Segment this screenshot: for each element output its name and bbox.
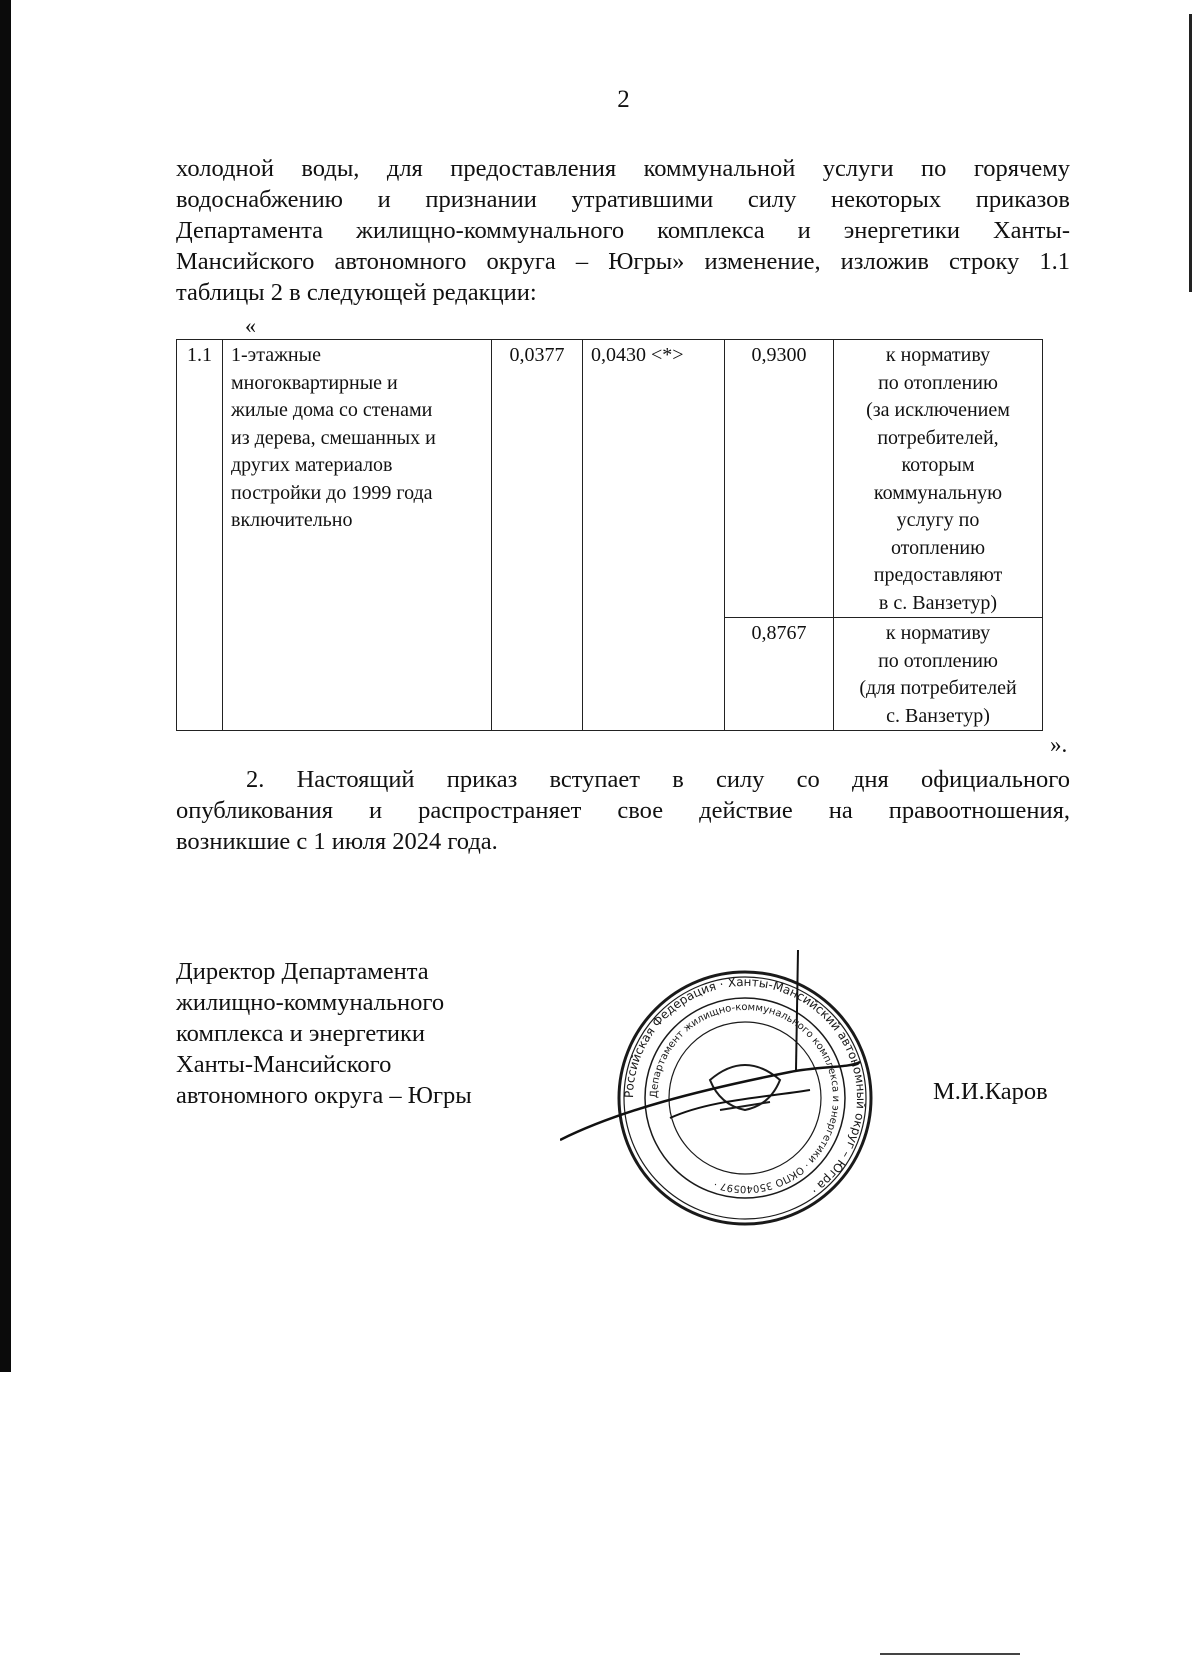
signature-stroke (796, 950, 798, 1070)
closing-quote: ». (1050, 732, 1068, 757)
intro-line: водоснабжению и признании утратившими силу некоторых приказов (176, 186, 1070, 213)
signer-name: М.И.Каров (933, 1078, 1048, 1105)
intro-line: холодной воды, для предоставления коммунальной услуги по горячему (176, 155, 1070, 182)
note-line: к нормативу (885, 344, 991, 366)
note-line: потребителей, (877, 426, 999, 449)
note-cell (834, 340, 1043, 618)
signer-title-line: Директор Департамента (176, 958, 429, 985)
closing-line: 2. Настоящий приказ вступает в силу со дня официального (246, 766, 1070, 793)
description-line: включительно (231, 509, 353, 531)
description-line: постройки до 1999 года (231, 481, 433, 504)
intro-paragraph (176, 153, 1070, 308)
note-line: отоплению (890, 536, 986, 559)
note-line: с. Ванзетур) (886, 704, 990, 727)
scan-mark (880, 1653, 1020, 1655)
seal-outer-text-path: Российская Федерация · Ханты-Мансийский автономный округ – Югра · (621, 974, 869, 1198)
opening-quote: « (245, 313, 256, 338)
intro-line: Департамента жилищно-коммунального комплекса и энергетики Ханты- (176, 217, 1070, 244)
description-line: жилые дома со стенами (231, 399, 433, 421)
note-line: по отоплению (878, 649, 998, 672)
description-cell (223, 340, 492, 731)
description-line: 1-этажные (231, 344, 321, 366)
description-line: из дерева, смешанных и (231, 426, 436, 449)
note-line: которым (901, 454, 975, 476)
signer-title-line: Ханты-Мансийского (176, 1051, 392, 1078)
closing-line: возникшие с 1 июля 2024 года. (176, 828, 498, 855)
scan-edge-right (1189, 14, 1192, 292)
note-line: в с. Ванзетур) (878, 591, 998, 614)
closing-line: опубликования и распространяет свое действие на правоотношения, (176, 797, 1070, 824)
signer-title (176, 956, 472, 1111)
note-line: (для потребителей (859, 677, 1017, 699)
note-line: предоставляют (873, 564, 1003, 586)
value-1-cell: 0,0377 (492, 340, 583, 731)
note-line: (за исключением (866, 399, 1010, 421)
intro-line: Мансийского автономного округа – Югры» изменение, изложив строку 1.1 (176, 248, 1070, 275)
intro-line: таблицы 2 в следующей редакции: (176, 279, 537, 306)
description-line: других материалов (231, 454, 393, 476)
signer-title-line: автономного округа – Югры (176, 1082, 472, 1109)
note-line: к нормативу (885, 622, 991, 644)
official-seal-stamp (560, 950, 890, 1230)
norms-table (176, 339, 1043, 731)
page-number: 2 (617, 86, 630, 113)
note-line: услугу по (896, 509, 980, 531)
coefficient-cell: 0,8767 (725, 618, 834, 731)
note-line: коммунальную (873, 481, 1003, 504)
signer-title-line: комплекса и энергетики (176, 1020, 426, 1047)
description-line: многоквартирные и (231, 371, 398, 394)
row-number-cell: 1.1 (177, 340, 223, 731)
table-row (177, 340, 1043, 618)
signer-title-line: жилищно-коммунального (176, 989, 445, 1016)
note-cell (834, 618, 1043, 731)
coefficient-cell: 0,9300 (725, 340, 834, 618)
seal-inner-text-path: Департамент жилищно-коммунального комплекса и энергетики · ОКПО 35040597 · (648, 1001, 842, 1195)
scan-edge-left (0, 0, 11, 1372)
note-line: по отоплению (878, 371, 998, 394)
value-2-cell: 0,0430 <*> (583, 340, 725, 731)
closing-paragraph (176, 764, 1070, 857)
